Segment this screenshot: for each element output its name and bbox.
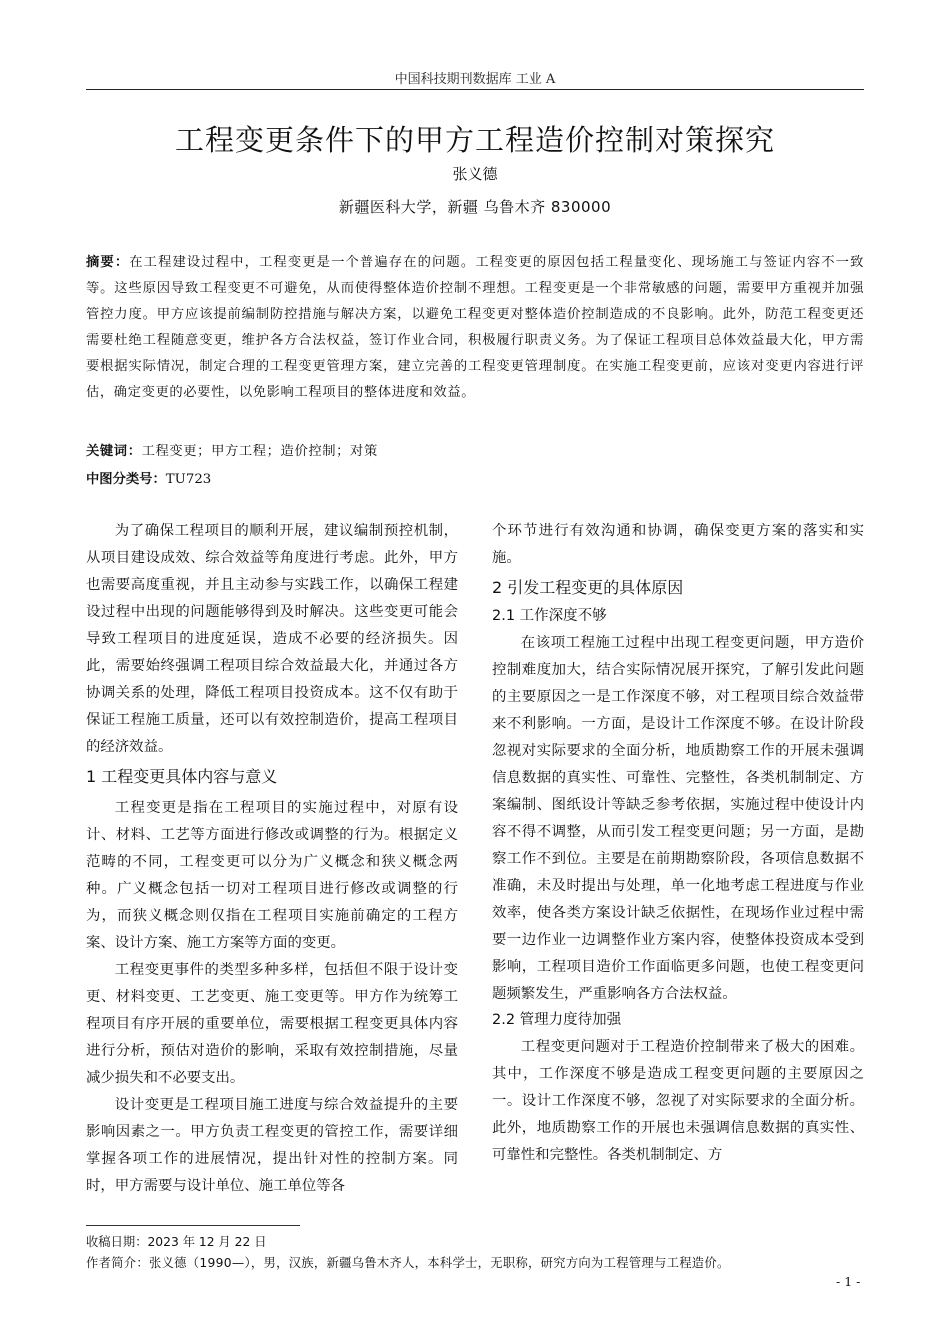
footnote-divider: [86, 1225, 300, 1226]
keywords-text: 工程变更；甲方工程；造价控制；对策: [141, 444, 378, 459]
paper-title: 工程变更条件下的甲方工程造价控制对策探究: [174, 123, 775, 157]
header-divider: [86, 89, 864, 90]
keywords-label: 关键词：: [86, 444, 142, 459]
section-heading-2: 2 引发工程变更的具体原因: [492, 578, 684, 597]
classification: [86, 468, 864, 487]
paragraph: 工程变更事件的类型多种多样，包括但不限于设计变更、材料变更、工艺变更、施工变更等。甲方作为统筹工程项目有序开展的重要单位，需要根据工程变更具体内容进行分析，预估对造价的影响，采取有效控制措施，尽量减少损失和不必要支出。: [86, 962, 458, 1086]
abstract-label: 摘要：: [86, 255, 130, 270]
paragraph: 工程变更是指在工程项目的实施过程中，对原有设计、材料、工艺等方面进行修改或调整的行为。根据定义范畴的不同，工程变更可以分为广义概念和狭义概念两种。广义概念包括一切对工程项目进行修改或调整的行为，而狭义概念则仅指在工程项目实施前确定的工程方案、设计方案、施工方案等方面的变更。: [86, 800, 458, 951]
body-column-left: [86, 518, 458, 1200]
journal-header: 中国科技期刊数据库 工业 A: [394, 72, 556, 87]
paragraph: 设计变更是工程项目施工进度与综合效益提升的主要影响因素之一。甲方负责工程变更的管控工作，需要详细掌握各项工作的进展情况，提出针对性的控制方案。同时，甲方需要与设计单位、施工单位等各: [86, 1097, 458, 1194]
subsection-heading-2-2: 2.2 管理力度待加强: [492, 1012, 622, 1028]
subsection-heading-2-1: 2.1 工作深度不够: [492, 608, 607, 624]
paragraph: 为了确保工程项目的顺利开展，建议编制预控机制，从项目建设成效、综合效益等角度进行考虑。此外，甲方也需要高度重视，并且主动参与实践工作，以确保工程建设过程中出现的问题能够得到及时解决。这些变更可能会导致工程项目的进度延误，造成不必要的经济损失。因此，需要始终强调工程项目综合效益最大化，并通过各方协调关系的处理，降低工程项目投资成本。这不仅有助于保证工程施工质量，还可以有效控制造价，提高工程项目的经济效益。: [86, 523, 458, 755]
author-bio: 作者简介：张义德（1990—），男，汉族，新疆乌鲁木齐人，本科学士，无职称，研究方向为工程管理与工程造价。: [86, 1256, 730, 1270]
classification-code: TU723: [165, 472, 212, 487]
body-column-right: [492, 518, 864, 1169]
abstract: [86, 250, 864, 406]
author-name: 张义德: [452, 165, 498, 183]
section-heading-1: 1 工程变更具体内容与意义: [86, 767, 278, 786]
author-affiliation: 新疆医科大学，新疆 乌鲁木齐 830000: [338, 198, 612, 216]
abstract-text: 在工程建设过程中，工程变更是一个普遍存在的问题。工程变更的原因包括工程量变化、现场施工与签证内容不一致等。这些原因导致工程变更不可避免，从而使得整体造价控制不理想。工程变更是一个非常敏感的问题，需要甲方重视并加强管控力度。甲方应该提前编制防控措施与解决方案，以避免工程变更对整体造价控制造成的不良影响。此外，防范工程变更还需要杜绝工程随意变更，维护各方合法权益，签订作业合同，积极履行职责义务。为了保证工程项目总体效益最大化，甲方需要根据实际情况，制定合理的工程变更管理方案，建立完善的工程变更管理制度。在实施工程变更前，应该对变更内容进行评估，确定变更的必要性，以免影响工程项目的整体进度和效益。: [86, 255, 864, 400]
paragraph: 工程变更问题对于工程造价控制带来了极大的困难。其中，工作深度不够是造成工程变更问题的主要原因之一。设计工作深度不够，忽视了对实际要求的全面分析。此外，地质勘察工作的开展也未强调信息数据的真实性、可靠性和完整性。各类机制制定、方: [492, 1039, 864, 1163]
keywords: [86, 440, 864, 459]
received-date: 收稿日期：2023 年 12 月 22 日: [86, 1235, 267, 1249]
page-number: - 1 -: [836, 1274, 861, 1289]
paragraph: 在该项工程施工过程中出现工程变更问题，甲方造价控制难度加大，结合实际情况展开探究，了解引发此问题的主要原因之一是工作深度不够，对工程项目综合效益带来不利影响。一方面，是设计工作深度不够。在设计阶段忽视对实际要求的全面分析，地质勘察工作的开展未强调信息数据的真实性、可靠性、完整性，各类机制制定、方案编制、图纸设计等缺乏参考依据，实施过程中使设计内容不得不调整，从而引发工程变更问题；另一方面，是勘察工作不到位。主要是在前期勘察阶段，各项信息数据不准确，未及时提出与处理，单一化地考虑工程进度与作业效率，使各类方案设计缺乏依据性，在现场作业过程中需要一边作业一边调整作业方案内容，使整体投资成本受到影响，工程项目造价工作面临更多问题，也使工程变更问题频繁发生，严重影响各方合法权益。: [492, 635, 864, 1002]
paragraph-continued: 个环节进行有效沟通和协调，确保变更方案的落实和实施。: [492, 523, 864, 566]
classification-label: 中图分类号：: [86, 472, 166, 487]
